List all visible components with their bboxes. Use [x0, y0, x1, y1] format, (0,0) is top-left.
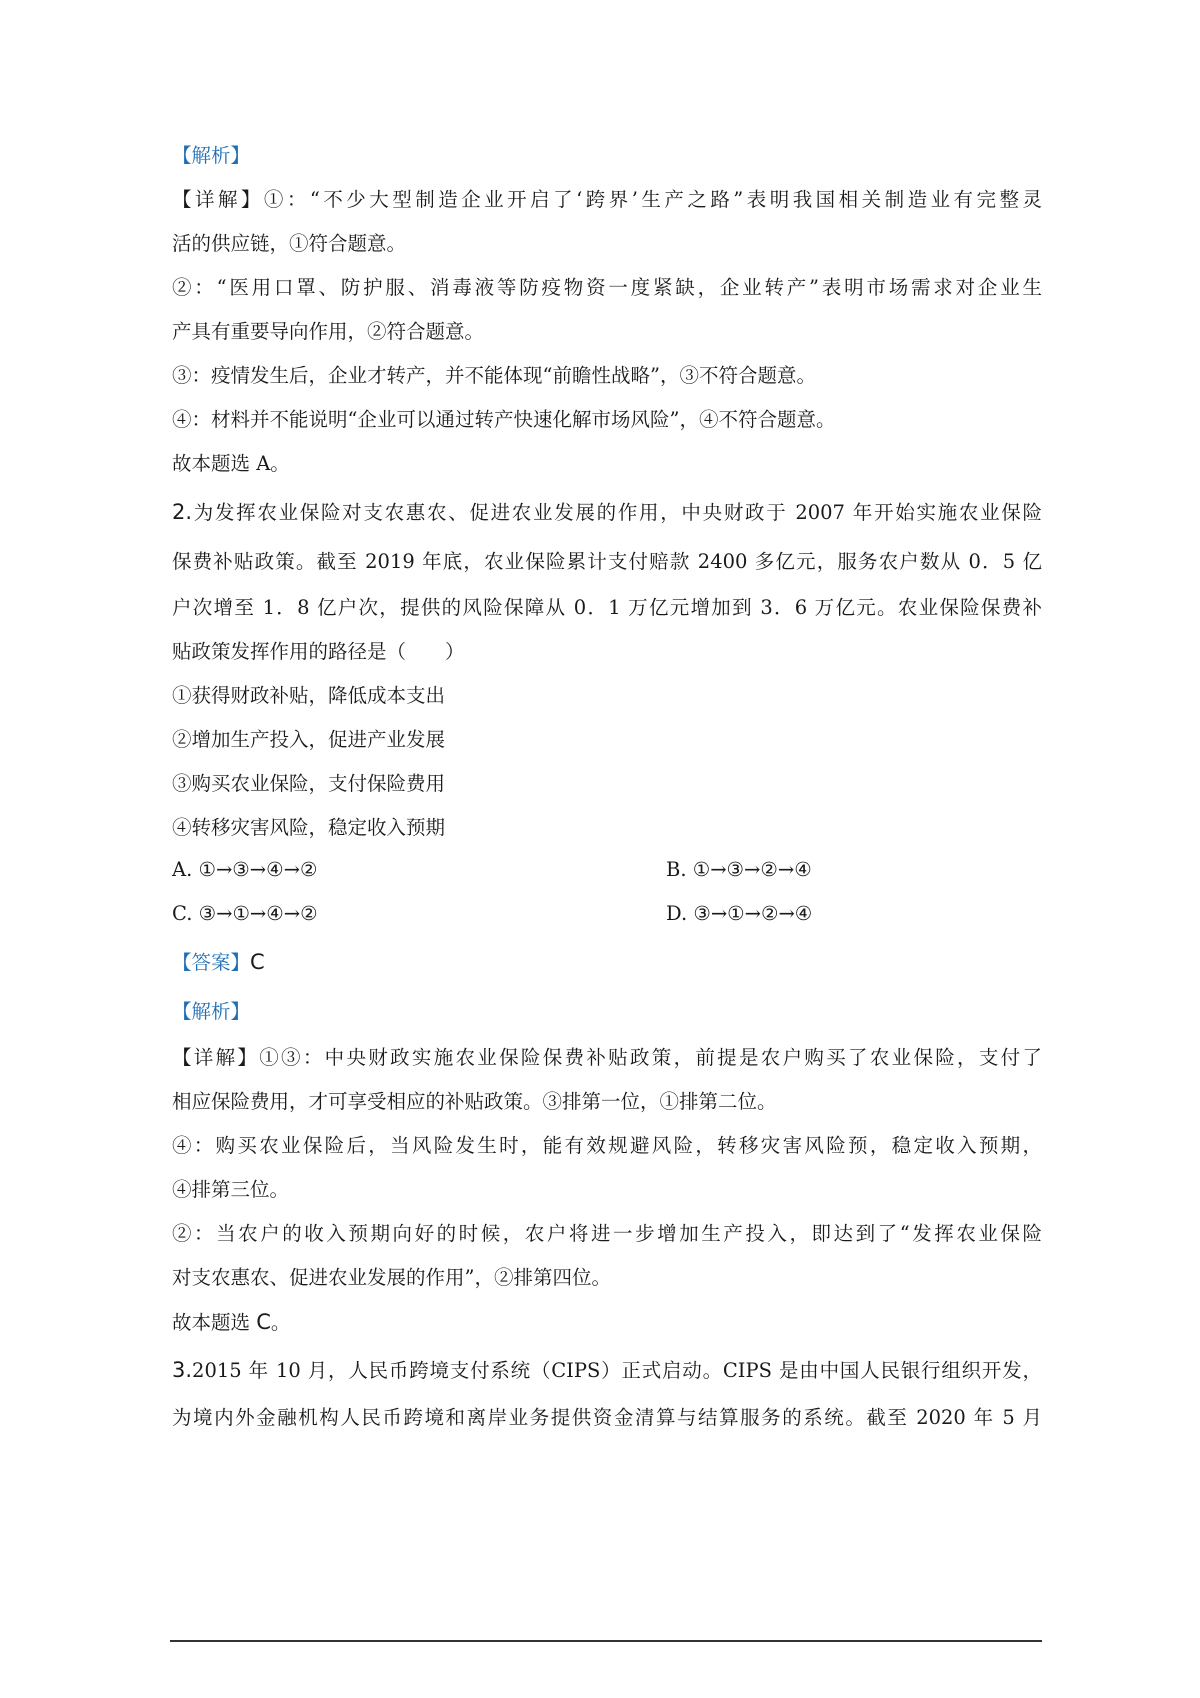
q2-detail-point-2-line-1: ②：当农户的收入预期向好的时候，农户将进一步增加生产投入，即达到了“发挥农业保险 — [172, 1222, 1042, 1245]
q2-detail-point-2-line-2: 对支农惠农、促进农业发展的作用”，②排第四位。 — [172, 1266, 611, 1289]
q2-answer-line — [172, 948, 1042, 977]
q3-stem-line-1 — [172, 1356, 1042, 1385]
q2-answer-value: C — [250, 950, 265, 974]
q2-conclusion-letter: C — [256, 1310, 271, 1334]
q2-stem-line-4: 贴政策发挥作用的路径是（ ） — [172, 640, 465, 663]
q1-point-2-line-2: 产具有重要导向作用，②符合题意。 — [172, 320, 485, 343]
q1-detail-line-2: 活的供应链，①符合题意。 — [172, 232, 407, 255]
q2-detail-text-1: ①③：中央财政实施农业保险保费补贴政策，前提是农户购买了农业保险，支付了 — [259, 1046, 1042, 1069]
q2-detail-tag: 【详解】 — [172, 1046, 260, 1069]
q2-detail-point-4-line-1: ④：购买农业保险后，当风险发生时，能有效规避风险，转移灾害风险预，稳定收入预期， — [172, 1134, 1042, 1157]
q1-point-3: ③：疫情发生后，企业才转产，并不能体现“前瞻性战略”，③不符合题意。 — [172, 364, 816, 387]
q2-item-3: ③购买农业保险，支付保险费用 — [172, 772, 446, 795]
q1-detail-text-1: ①：“不少大型制造企业开启了‘跨界’生产之路”表明我国相关制造业有完整灵 — [263, 188, 1042, 211]
q2-stem-text-1: 为发挥农业保险对支农惠农、促进农业发展的作用，中央财政于 2007 年开始实施农业保险 — [192, 501, 1042, 524]
q2-conclusion-end: 。 — [270, 1311, 291, 1334]
q3-number: 3. — [172, 1358, 193, 1382]
q2-item-2: ②增加生产投入，促进产业发展 — [172, 728, 446, 751]
q3-stem-text-1: 2015 年 10 月，人民币跨境支付系统（CIPS）正式启动。CIPS 是由中国人民银行组织开发， — [192, 1359, 1042, 1382]
q2-number: 2. — [172, 500, 193, 524]
q1-point-4: ④：材料并不能说明“企业可以通过转产快速化解市场风险”，④不符合题意。 — [172, 408, 836, 431]
q1-conclusion: 故本题选 A。 — [172, 452, 290, 475]
q2-item-4: ④转移灾害风险，稳定收入预期 — [172, 816, 446, 839]
q2-detail-line-1 — [172, 1044, 1042, 1072]
q2-item-1: ①获得财政补贴，降低成本支出 — [172, 684, 446, 707]
q1-analysis-tag: 【解析】 — [172, 144, 251, 167]
q2-option-d: D. ③→①→②→④ — [666, 902, 813, 925]
q2-analysis-tag: 【解析】 — [172, 1000, 251, 1023]
q2-option-b: B. ①→③→②→④ — [666, 858, 812, 881]
q2-stem-line-3: 户次增至 1．8 亿户次，提供的风险保障从 0．1 万亿元增加到 3．6 万亿元。农业保险保费补 — [172, 596, 1042, 619]
q3-stem-line-2: 为境内外金融机构人民币跨境和离岸业务提供资金清算与结算服务的系统。截至 2020 年 5 月 — [172, 1406, 1042, 1429]
q1-point-2-line-1: ②：“医用口罩、防护服、消毒液等防疫物资一度紧缺，企业转产”表明市场需求对企业生 — [172, 276, 1042, 299]
q1-detail-tag: 【详解】 — [172, 188, 264, 211]
footer-rule — [170, 1640, 1042, 1642]
q2-detail-line-2: 相应保险费用，才可享受相应的补贴政策。③排第一位，①排第二位。 — [172, 1090, 777, 1113]
q2-answer-tag: 【答案】 — [172, 951, 251, 974]
q2-stem-line-2: 保费补贴政策。截至 2019 年底，农业保险累计支付赔款 2400 多亿元，服务农户数从 0．5 亿 — [172, 550, 1042, 573]
q2-conclusion-text: 故本题选 — [172, 1311, 257, 1334]
q2-detail-point-4-line-2: ④排第三位。 — [172, 1178, 290, 1201]
q2-option-c: C. ③→①→④→② — [172, 902, 318, 925]
q2-stem-line-1 — [172, 498, 1042, 527]
q2-option-a: A. ①→③→④→② — [172, 858, 318, 881]
q1-detail-line-1 — [172, 186, 1042, 214]
q2-conclusion — [172, 1308, 1042, 1337]
